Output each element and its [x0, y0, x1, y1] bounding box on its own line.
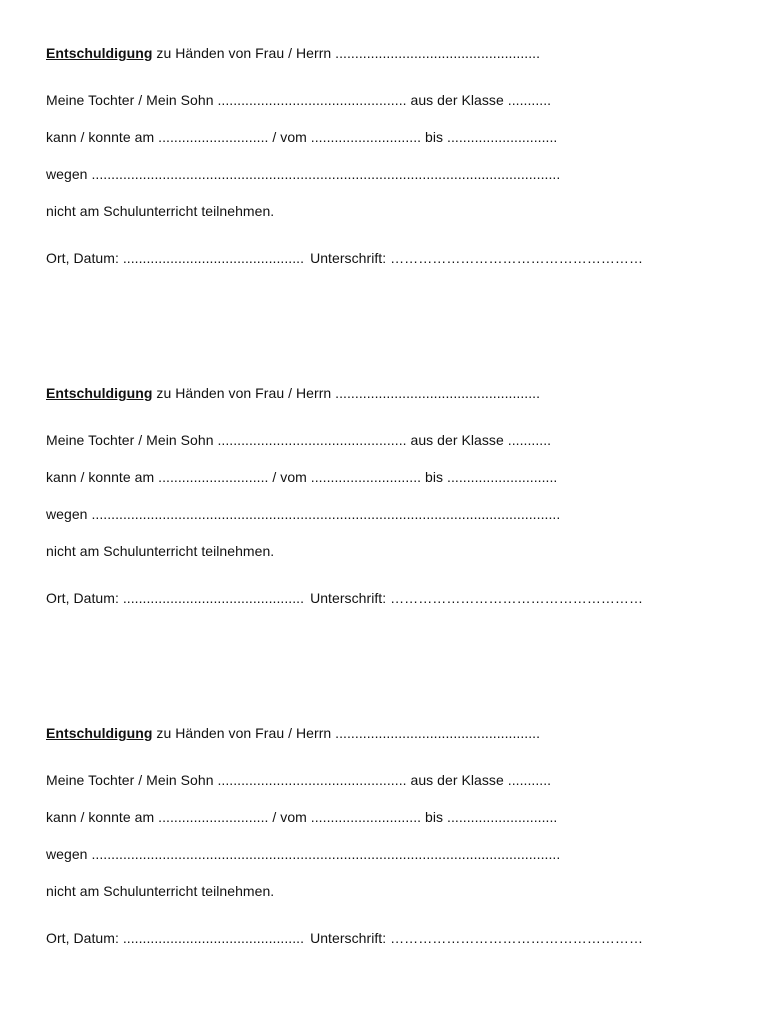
recipient-line: zu Händen von Frau / Herrn .................................................... — [152, 385, 541, 401]
title-heading: Entschuldigung — [46, 385, 153, 401]
form-title — [46, 724, 540, 742]
absence-line: nicht am Schulunterricht teilnehmen. — [46, 543, 275, 559]
date-range-line: kann / konnte am ............................ / vom ............................ bis ............................ — [46, 809, 558, 825]
signature-field: Unterschrift: ……………………………………………… — [310, 250, 644, 266]
form-title — [46, 384, 540, 402]
place-signature-line — [46, 929, 643, 947]
place-signature-line — [46, 249, 643, 267]
date-range-line: kann / konnte am ............................ / vom ............................ bis ............................ — [46, 469, 558, 485]
child-class-line: Meine Tochter / Mein Sohn ................................................ aus der Klasse ........... — [46, 92, 552, 108]
excuse-form-1 — [46, 44, 736, 284]
place-signature-line — [46, 589, 643, 607]
excuse-form-2 — [46, 384, 736, 624]
reason-line: wegen ....................................................................................................................... — [46, 506, 561, 522]
absence-line: nicht am Schulunterricht teilnehmen. — [46, 883, 275, 899]
recipient-line: zu Händen von Frau / Herrn .................................................... — [152, 45, 541, 61]
signature-field: Unterschrift: ……………………………………………… — [310, 930, 644, 946]
title-heading: Entschuldigung — [46, 45, 153, 61]
recipient-line: zu Händen von Frau / Herrn .................................................... — [152, 725, 541, 741]
child-class-line: Meine Tochter / Mein Sohn ................................................ aus der Klasse ........... — [46, 432, 552, 448]
absence-line: nicht am Schulunterricht teilnehmen. — [46, 203, 275, 219]
place-date-field: Ort, Datum: .............................................. — [46, 590, 305, 606]
form-title — [46, 44, 540, 62]
place-date-field: Ort, Datum: .............................................. — [46, 930, 305, 946]
place-date-field: Ort, Datum: .............................................. — [46, 250, 305, 266]
reason-line: wegen ....................................................................................................................... — [46, 166, 561, 182]
signature-field: Unterschrift: ……………………………………………… — [310, 590, 644, 606]
excuse-form-3 — [46, 724, 736, 964]
date-range-line: kann / konnte am ............................ / vom ............................ bis ............................ — [46, 129, 558, 145]
reason-line: wegen ....................................................................................................................... — [46, 846, 561, 862]
title-heading: Entschuldigung — [46, 725, 153, 741]
child-class-line: Meine Tochter / Mein Sohn ................................................ aus der Klasse ........... — [46, 772, 552, 788]
